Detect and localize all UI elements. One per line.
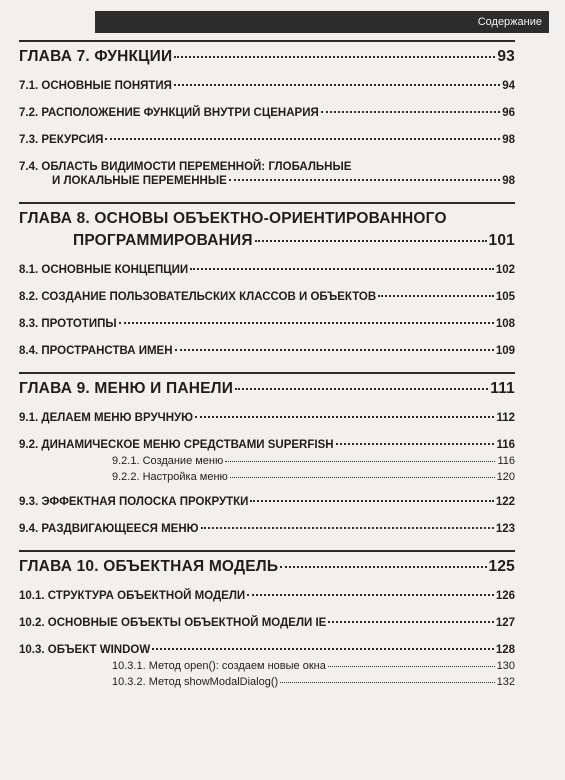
toc-entry[interactable] [19, 345, 515, 357]
entry-page: 96 [502, 107, 515, 119]
entry-label: 7.1. ОСНОВНЫЕ ПОНЯТИЯ [19, 80, 172, 92]
toc-subentry[interactable] [19, 471, 515, 483]
entry-label: 10.3. ОБЪЕКТ WINDOW [19, 644, 151, 656]
toc-entry[interactable] [19, 161, 515, 187]
dot-leader [328, 666, 495, 667]
entry-page: 105 [495, 291, 515, 303]
entry-page: 122 [495, 496, 515, 508]
dot-leader [235, 388, 488, 390]
toc-entry[interactable] [19, 644, 515, 656]
entry-page: 94 [502, 80, 515, 92]
chapter-title: ГЛАВА 9. МЕНЮ И ПАНЕЛИ [19, 380, 234, 397]
subentry-page: 120 [496, 471, 515, 483]
entry-label-line2: И ЛОКАЛЬНЫЕ ПЕРЕМЕННЫЕ [52, 175, 227, 187]
chapter-heading[interactable] [19, 48, 515, 66]
dot-leader [119, 322, 494, 324]
chapter-heading[interactable] [19, 210, 515, 250]
dot-leader [201, 527, 494, 529]
dot-leader [328, 621, 493, 623]
entry-label: 9.1. ДЕЛАЕМ МЕНЮ ВРУЧНУЮ [19, 412, 194, 424]
chapter-page: 101 [488, 232, 515, 249]
dot-leader [229, 179, 500, 181]
dot-leader [152, 648, 494, 650]
dot-leader [280, 682, 494, 683]
chapter-page: 111 [490, 380, 515, 397]
entry-page: 108 [495, 318, 515, 330]
entry-page: 116 [496, 439, 515, 451]
chapter-heading[interactable] [19, 558, 515, 576]
chapter-title: ГЛАВА 10. ОБЪЕКТНАЯ МОДЕЛЬ [19, 558, 279, 575]
toc-subentry[interactable] [19, 660, 515, 672]
chapter-8 [19, 202, 515, 357]
dot-leader [255, 240, 487, 242]
toc-entry[interactable] [19, 107, 515, 119]
entry-label: 8.2. СОЗДАНИЕ ПОЛЬЗОВАТЕЛЬСКИХ КЛАССОВ И ОБЪЕКТОВ [19, 291, 377, 303]
toc-entry[interactable] [19, 439, 515, 451]
entry-label: 10.1. СТРУКТУРА ОБЪЕКТНОЙ МОДЕЛИ [19, 590, 246, 602]
dot-leader [378, 295, 494, 297]
entry-label: 7.2. РАСПОЛОЖЕНИЕ ФУНКЦИЙ ВНУТРИ СЦЕНАРИЯ [19, 107, 319, 119]
toc-entry[interactable] [19, 523, 515, 535]
entry-page: 126 [495, 590, 515, 602]
subentry-label: 9.2.2. Настройка меню [112, 471, 228, 483]
dot-leader [105, 138, 500, 140]
entry-page: 102 [495, 264, 515, 276]
entry-label: 9.2. ДИНАМИЧЕСКОЕ МЕНЮ СРЕДСТВАМИ SUPERFISH [19, 439, 334, 451]
entry-page: 112 [496, 412, 515, 424]
entry-page: 109 [495, 345, 515, 357]
table-of-contents [19, 40, 515, 701]
dot-leader [195, 416, 494, 418]
subentry-page: 116 [497, 455, 515, 467]
toc-entry[interactable] [19, 318, 515, 330]
chapter-title: ГЛАВА 7. ФУНКЦИИ [19, 48, 173, 65]
subentry-label: 9.2.1. Создание меню [112, 455, 224, 467]
entry-page: 98 [502, 134, 515, 146]
dot-leader [174, 84, 500, 86]
chapter-10 [19, 550, 515, 688]
toc-entry[interactable] [19, 590, 515, 602]
entry-label: 8.3. ПРОТОТИПЫ [19, 318, 117, 330]
entry-label: 9.4. РАЗДВИГАЮЩЕЕСЯ МЕНЮ [19, 523, 199, 535]
chapter-page: 93 [497, 48, 515, 65]
dot-leader [336, 443, 495, 445]
dot-leader [190, 268, 494, 270]
toc-subentry[interactable] [19, 676, 515, 688]
toc-entry[interactable] [19, 617, 515, 629]
toc-entry[interactable] [19, 496, 515, 508]
dot-leader [247, 594, 494, 596]
toc-entry[interactable] [19, 134, 515, 146]
chapter-page: 125 [488, 558, 515, 575]
entry-label: 10.2. ОСНОВНЫЕ ОБЪЕКТЫ ОБЪЕКТНОЙ МОДЕЛИ IE [19, 617, 327, 629]
running-header-title: Содержание [477, 16, 542, 28]
subentry-label: 10.3.2. Метод showModalDialog() [112, 676, 279, 688]
toc-entry[interactable] [19, 264, 515, 276]
entry-page: 123 [495, 523, 515, 535]
chapter-9 [19, 372, 515, 535]
toc-entry[interactable] [19, 80, 515, 92]
dot-leader [280, 566, 486, 568]
subentry-label: 10.3.1. Метод open(): создаем новые окна [112, 660, 326, 672]
toc-subentry[interactable] [19, 455, 515, 467]
subentry-page: 132 [496, 676, 515, 688]
entry-label-line1: 7.4. ОБЛАСТЬ ВИДИМОСТИ ПЕРЕМЕННОЙ: ГЛОБАЛЬНЫЕ [19, 161, 352, 173]
entry-label: 8.4. ПРОСТРАНСТВА ИМЕН [19, 345, 173, 357]
toc-entry[interactable] [19, 412, 515, 424]
dot-leader [250, 500, 493, 502]
chapter-7 [19, 40, 515, 187]
chapter-title-line2: ПРОГРАММИРОВАНИЯ [73, 232, 253, 249]
toc-entry[interactable] [19, 291, 515, 303]
dot-leader [225, 461, 495, 462]
entry-page: 98 [502, 175, 515, 187]
chapter-title-line1: ГЛАВА 8. ОСНОВЫ ОБЪЕКТНО-ОРИЕНТИРОВАННОГО [19, 210, 447, 227]
entry-label: 9.3. ЭФФЕКТНАЯ ПОЛОСКА ПРОКРУТКИ [19, 496, 249, 508]
running-header [95, 11, 549, 33]
entry-label: 8.1. ОСНОВНЫЕ КОНЦЕПЦИИ [19, 264, 189, 276]
dot-leader [321, 111, 500, 113]
entry-label: 7.3. РЕКУРСИЯ [19, 134, 104, 146]
chapter-heading[interactable] [19, 380, 515, 398]
entry-page: 127 [495, 617, 515, 629]
dot-leader [230, 477, 495, 478]
subentry-page: 130 [496, 660, 515, 672]
entry-page: 128 [495, 644, 515, 656]
dot-leader [175, 349, 494, 351]
dot-leader [174, 56, 495, 58]
